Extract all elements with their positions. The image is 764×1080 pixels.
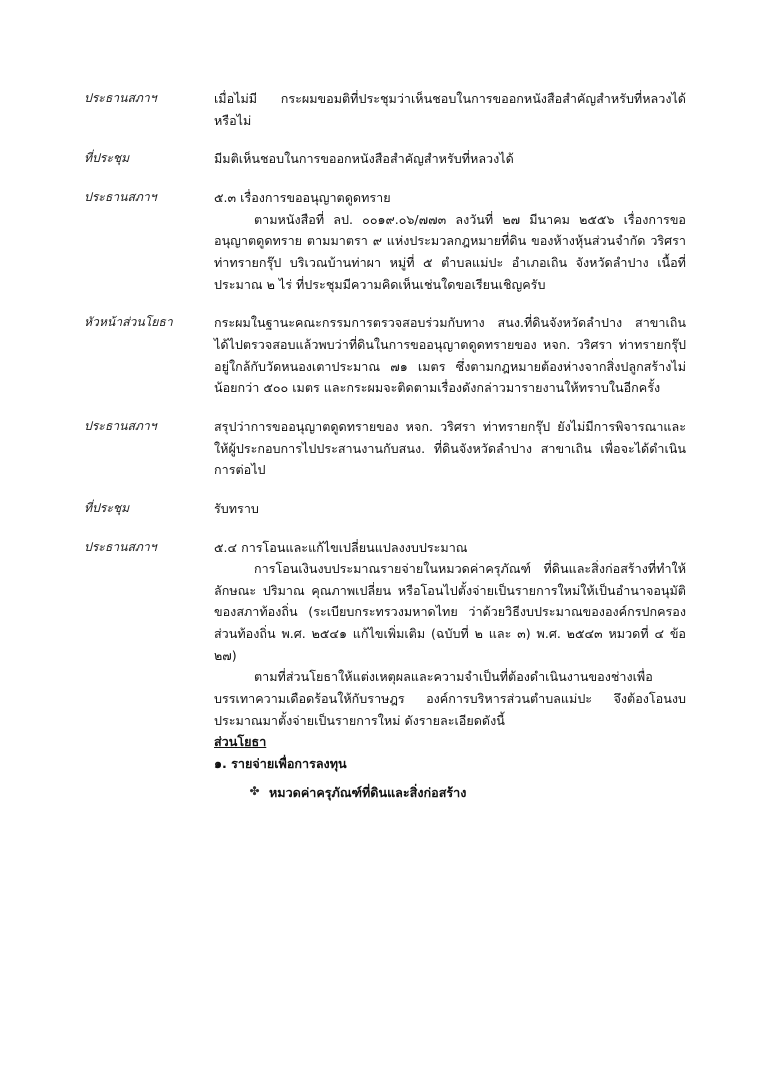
entry-body: [214, 148, 686, 170]
paragraph: รับทราบ: [214, 500, 259, 516]
paragraph: การโอนเงินงบประมาณรายจ่ายในหมวดค่าครุภัณฑ์ ที่ดินและสิ่งก่อสร้างที่ทำให้ลักษณะ ปริมาณ คุณภาพเปลี่ยน หรือโอนไปตั้งจ่ายเป็นรายการใหม่ให้เป็นอำนาจอนุมัติของสภาท้องถิ่น (ระเบียบกระทรวงมหาดไทย ว่าด้วยวิธีงบประมาณขององค์กรปกครองส่วนท้องถิ่น พ.ศ. ๒๕๔๑ แก้ไขเพิ่มเติม (ฉบับที่ ๒ และ ๓) พ.ศ. ๒๕๔๓ หมวดที่ ๔ ข้อ ๒๗): [214, 561, 686, 663]
paragraph: สรุปว่าการขออนุญาตดูดทรายของ หจก. วริศรา ท่าทรายกรุ๊ป ยังไม่มีการพิจารณาและให้ผู้ประกอบการไปประสานงานกับสนง. ที่ดินจังหวัดลำปาง สาขาเถิน เพื่อจะได้ดำเนินการต่อไป: [214, 418, 686, 478]
speaker-label: หัวหน้าส่วนโยธา: [84, 315, 173, 330]
speaker-label: ประธานสภาฯ: [84, 418, 157, 433]
minutes-entry: [84, 537, 686, 804]
flower-bullet-icon: ✤: [249, 783, 260, 798]
minutes-entry: [84, 148, 686, 170]
paragraph: กระผมในฐานะคณะกรรมการตรวจสอบร่วมกับทาง สนง.ที่ดินจังหวัดลำปาง สาขาเถิน ได้ไปตรวจสอบแล้วพบว่าที่ดินในการขออนุญาตดูดทรายของ หจก. วริศรา ท่าทรายกรุ๊ปอยู่ใกล้กับวัดหนองเตาประมาณ ๗๑ เมตร ซึ่งตามกฎหมายต้องห่างจากสิ่งปลูกสร้างไม่น้อยกว่า ๕๐๐ เมตร และกระผมจะติดตามเรื่องดังกล่าวมารายงานให้ทราบในอีกครั้ง: [214, 315, 686, 396]
paragraph: ตามที่ส่วนโยธาให้แต่งเหตุผลและความจำเป็นที่ต้องดำเนินงานของช่างเพื่อบรรเทาความเดือดร้อนให้กับราษฎร องค์การบริหารส่วนตำบลแม่ปะ จึงต้องโอนงบประมาณมาตั้งจ่ายเป็นรายการใหม่ ดังรายละเอียดดังนี้: [214, 669, 686, 728]
minutes-entry: [84, 312, 686, 399]
agenda-item-heading: ๕.๓ เรื่องการขออนุญาตดูดทราย: [214, 189, 391, 205]
entry-body: [214, 88, 686, 131]
list-item-label: หมวดค่าครุภัณฑ์ที่ดินและสิ่งก่อสร้าง: [269, 784, 467, 800]
minutes-entry: [84, 416, 686, 481]
speaker-label: ที่ประชุม: [84, 500, 130, 515]
paragraph: ตามหนังสือที่ ลป. ๐๐๑๙.๐๖/๗๗๓ ลงวันที่ ๒๗ มีนาคม ๒๕๕๖ เรื่องการขออนุญาตดูดทราย ตามมาตรา ๙ แห่งประมวลกฎหมายที่ดิน ของห้างหุ้นส่วนจำกัด วริศรา ท่าทรายกรุ๊ป บริเวณบ้านท่าผา หมู่ที่ ๕ ตำบลแม่ปะ อำเภอเถิน จังหวัดลำปาง เนื้อที่ประมาณ ๒ ไร่ ที่ประชุมมีความคิดเห็นเช่นใดขอเรียนเชิญครับ: [214, 211, 686, 292]
minutes-entry: [84, 498, 686, 520]
entry-body: [214, 537, 686, 804]
list-item: ๑. รายจ่ายเพื่อการลงทุน: [214, 756, 347, 772]
paragraph: มีมติเห็นชอบในการขออกหนังสือสำคัญสำหรับที่หลวงได้: [214, 151, 514, 167]
entry-body: [214, 312, 686, 399]
list-item: [214, 782, 686, 804]
entry-body: [214, 187, 686, 295]
paragraph: เมื่อไม่มี กระผมขอมติที่ประชุมว่าเห็นชอบในการขออกหนังสือสำคัญสำหรับที่หลวงได้หรือไม่: [214, 91, 686, 128]
entry-body: [214, 416, 686, 481]
speaker-label: ประธานสภาฯ: [84, 189, 157, 204]
entry-body: [214, 498, 686, 520]
agenda-item-heading: ๕.๔ การโอนและแก้ไขเปลี่ยนแปลงงบประมาณ: [214, 539, 468, 555]
speaker-label: ประธานสภาฯ: [84, 91, 157, 105]
minutes-entry: [84, 88, 686, 131]
speaker-label: ที่ประชุม: [84, 151, 130, 166]
speaker-label: ประธานสภาฯ: [84, 539, 157, 554]
section-heading: ส่วนโยธา: [214, 734, 267, 750]
minutes-entry: [84, 187, 686, 295]
